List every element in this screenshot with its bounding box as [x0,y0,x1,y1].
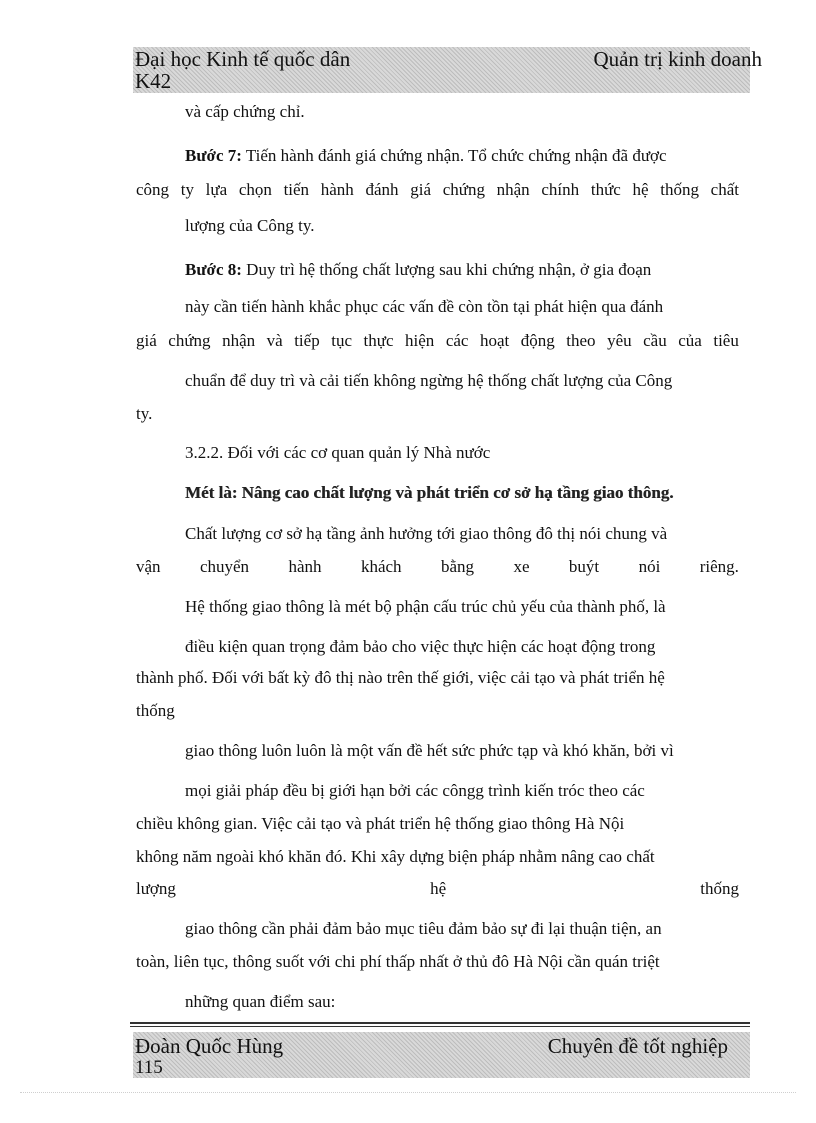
word: nói [638,557,661,576]
text-line-18: giao thông luôn luôn là một vấn đề hết sức phức tạp và khó khăn, bởi vì [185,741,674,760]
text-line-2 [185,145,739,167]
section-heading: 3.2.2. Đối với các cơ quan quản lý Nhà nước [185,443,491,462]
word: lựa [205,180,228,199]
text-line-12: Chất lượng cơ sở hạ tầng ảnh hưởng tới giao thông đô thị nói chung và [185,524,668,543]
word: thức [590,180,621,199]
word: hoạt [479,331,510,350]
word: của [678,331,702,350]
word: ty [180,180,194,199]
text-line-19: mọi giải pháp đều bị giới hạn bởi các côngg trình kiến tróc theo các [185,781,645,800]
word: tiến [283,180,310,199]
text-line-14: Hệ thống giao thông là mét bộ phận cấu trúc chủ yếu của thành phố, là [185,597,666,616]
text-line-21: không năm ngoài khó khăn đó. Khi xây dựng biện pháp nhằm nâng cao chất [136,847,655,866]
footer-rule-thin [130,1026,750,1027]
header-university: Đại học Kinh tế quốc dân [135,47,351,71]
word: chính [541,180,580,199]
word: hiện [405,331,435,350]
word: chất [710,180,739,199]
header-class-code: K42 [135,69,172,93]
page-bottom-divider [20,1092,796,1093]
text-line-4: lượng của Công ty. [185,216,315,235]
text-line-15: điều kiện quan trọng đảm bảo cho việc thực hiện các hoạt động trong [185,637,656,656]
page-number: 115 [135,1057,163,1078]
step-7-text: Tiến hành đánh giá chứng nhận. Tổ chức chứng nhận đã được [245,146,667,165]
step-8-label: Bước 8: [185,260,242,279]
footer-author: Đoàn Quốc Hùng [135,1034,284,1058]
text-line-13 [136,556,739,578]
subsection-heading: Mét là: Nâng cao chất lượng và phát triển cơ sở hạ tầng giao thông. [185,483,674,502]
word: đánh [365,180,399,199]
text-line-16: thành phố. Đối với bất kỳ đô thị nào trên thế giới, việc cải tạo và phát triển hệ [136,668,665,687]
text-line-3 [136,179,739,201]
word: hành [288,557,322,576]
word: khách [360,557,402,576]
page-header [133,47,762,93]
text-line-8: chuẩn để duy trì và cải tiến không ngừng hệ thống chất lượng của Công [185,371,673,390]
word: chứng [442,180,485,199]
text-line-6: này cần tiến hành khắc phục các vấn đề còn tồn tại phát hiện qua đánh [185,297,664,316]
word: các [445,331,469,350]
text-line-25: những quan điểm sau: [185,992,336,1011]
text-line-20: chiều không gian. Việc cải tạo và phát triển hệ thống giao thông Hà Nội [136,814,625,833]
word: vận [136,557,161,576]
word: tục [331,331,352,350]
step-8-text: Duy trì hệ thống chất lượng sau khi chứng nhận, ở gia đoạn [246,260,652,279]
word: xe [513,557,530,576]
word: tiếp [294,331,320,350]
word: buýt [568,557,600,576]
page-footer [133,1032,750,1078]
word: theo [566,331,596,350]
text-line-24: toàn, liên tục, thông suốt với chi phí thấp nhất ở thủ đô Hà Nội cần quán triệt [136,952,660,971]
word: giá [136,331,157,350]
text-line-7 [136,330,739,352]
word: chuyển [199,557,250,576]
header-department: Quản trị kinh doanh [593,47,762,71]
text-line-5 [185,259,739,281]
word: và [266,331,283,350]
text-line-23: giao thông cần phải đảm bảo mục tiêu đảm bảo sự đi lại thuận tiện, an [185,919,662,938]
text-line-17: thống [136,701,175,720]
word: tiêu [713,331,739,350]
word: chọn [238,180,272,199]
word: thực [363,331,394,350]
word: yêu [607,331,632,350]
word: giá [410,180,431,199]
word: bằng [440,557,475,576]
word: riêng. [699,557,739,576]
word: hệ [632,180,649,199]
word: nhận [222,331,256,350]
footer-rule-thick [130,1022,750,1024]
footer-doc-type: Chuyên đề tốt nghiệp [547,1034,728,1058]
word: động [520,331,555,350]
word: hệ [430,879,447,898]
word: công [136,180,170,199]
word: thống [660,180,699,199]
word: lượng [136,879,176,898]
step-7-label: Bước 7: [185,146,242,165]
word: cầu [643,331,667,350]
word: hành [320,180,354,199]
word: nhận [496,180,530,199]
text-line-22 [136,878,739,900]
text-line-9: ty. [136,404,153,423]
word: chứng [168,331,211,350]
text-line-1: và cấp chứng chỉ. [185,102,305,121]
word: thống [700,879,739,898]
